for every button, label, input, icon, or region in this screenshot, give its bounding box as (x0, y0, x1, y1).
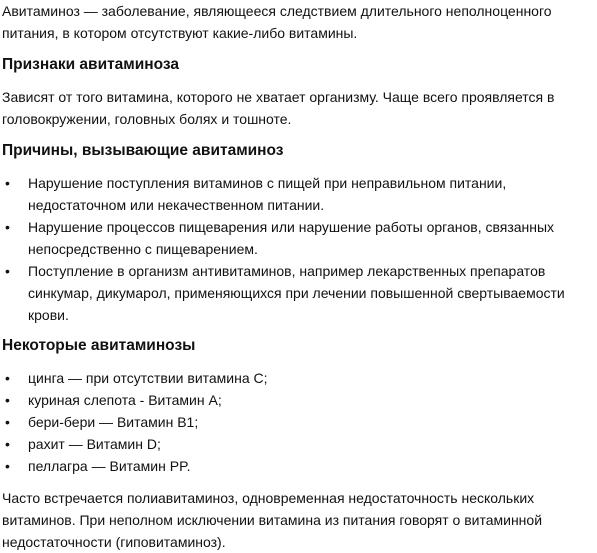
list-item-text: пеллагра — Витамин PP. (28, 458, 191, 474)
list-item-text: Нарушение поступления витаминов с пищей при неправильном питании, недостаточном или некачественном питании. (28, 175, 507, 213)
list-item (2, 411, 597, 433)
list-item-text: бери-бери — Витамин B1; (28, 414, 199, 430)
list-item-text: куриная слепота - Витамин A; (28, 392, 222, 408)
list-item (2, 216, 597, 260)
outro-paragraph: Часто встречается полиавитаминоз, одновременная недостаточность нескольких витаминов. При неполном исключении витамина из питания говорят о витаминной недостаточности (гиповитаминоз). (2, 490, 543, 550)
intro-paragraph: Авитаминоз — заболевание, являющееся следствием длительного неполноценного питания, в котором отсутствуют какие-либо витамины. (2, 3, 552, 41)
signs-heading: Признаки авитаминоза (2, 56, 180, 73)
list-item (2, 260, 597, 326)
bullet-icon: • (5, 414, 10, 430)
bullet-icon: • (5, 263, 10, 279)
causes-list (2, 172, 597, 326)
list-item-text: цинга — при отсутствии витамина C; (28, 370, 268, 386)
bullet-icon: • (5, 392, 10, 408)
list-item (2, 389, 597, 411)
bullet-icon: • (5, 436, 10, 452)
list-item (2, 433, 597, 455)
bullet-icon: • (5, 458, 10, 474)
list-item-text: Поступление в организм антивитаминов, например лекарственных препаратов синкумар, дикумарол, применяющихся при лечении повышенной свертываемости крови. (28, 263, 565, 323)
list-item-text: Нарушение процессов пищеварения или нарушение работы органов, связанных непосредственно с пищеварением. (28, 219, 555, 257)
list-item (2, 172, 597, 216)
bullet-icon: • (5, 370, 10, 386)
signs-paragraph: Зависят от того витамина, которого не хватает организму. Чаще всего проявляется в головокружении, головных болях и тошноте. (2, 89, 555, 127)
list-item (2, 367, 597, 389)
bullet-icon: • (5, 219, 10, 235)
list-item-text: рахит — Витамин D; (28, 436, 161, 452)
avitaminoses-list (2, 367, 597, 477)
bullet-icon: • (5, 175, 10, 191)
list-item (2, 455, 597, 477)
some-heading: Некоторые авитаминозы (2, 337, 196, 354)
causes-heading: Причины, вызывающие авитаминоз (2, 142, 284, 159)
